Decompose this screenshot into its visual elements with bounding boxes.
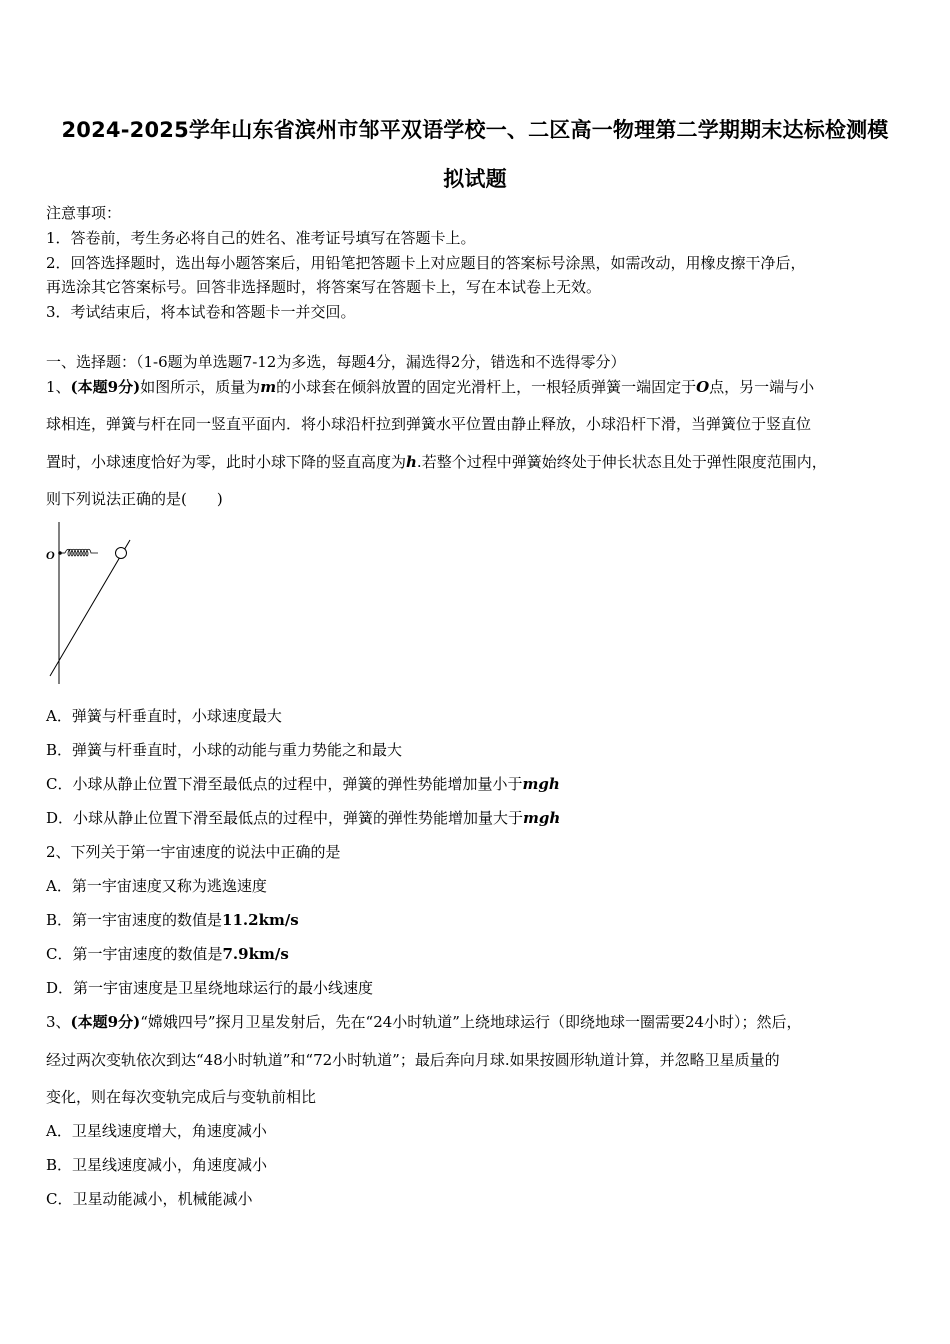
question-1-option-c: C．小球从静止位置下滑至最低点的过程中，弹簧的弹性势能增加量小于mgh	[46, 775, 560, 793]
notice-item-2-continued: 再选涂其它答案标号。回答非选择题时，将答案写在答题卡上，写在本试卷上无效。	[46, 278, 602, 296]
label-O: O	[46, 548, 55, 562]
inclined-rod	[50, 540, 130, 676]
variable-m: m	[260, 378, 277, 396]
ball	[116, 548, 127, 559]
variable-O: O	[696, 378, 710, 396]
notice-item-2: 2．回答选择题时，选出每小题答案后，用铅笔把答题卡上对应题目的答案标号涂黑，如需改动，用橡皮擦干净后，	[46, 254, 806, 272]
question-1-line-3: 置时，小球速度恰好为零，此时小球下降的竖直高度为h.若整个过程中弹簧始终处于伸长状态且处于弹性限度范围内，	[46, 453, 827, 471]
question-3-line-2: 经过两次变轨依次到达“48小时轨道”和“72小时轨道”；最后奔向月球.如果按圆形轨道计算，并忽略卫星质量的	[46, 1051, 780, 1069]
question-1-line-1: 1、(本题9分)如图所示，质量为m的小球套在倾斜放置的固定光滑杆上，一根轻质弹簧一端固定于O点，另一端与小	[46, 378, 815, 396]
document-title-continued: 拟试题	[443, 167, 507, 191]
question-2-option-d: D．第一宇宙速度是卫星绕地球运行的最小线速度	[46, 979, 374, 997]
question-1-option-a: A．弹簧与杆垂直时，小球速度最大	[46, 707, 282, 725]
question-1-option-d: D．小球从静止位置下滑至最低点的过程中，弹簧的弹性势能增加量大于mgh	[46, 809, 561, 827]
question-points: (本题9分)	[70, 1013, 141, 1031]
question-3-option-c: C．卫星动能减小，机械能减小	[46, 1190, 253, 1208]
question-2-option-c: C．第一宇宙速度的数值是7.9km/s	[46, 945, 289, 963]
spring-coil	[65, 549, 98, 556]
variable-mgh: mgh	[523, 809, 561, 827]
question-3-option-b: B．卫星线速度减小，角速度减小	[46, 1156, 268, 1174]
question-2-option-a: A．第一宇宙速度又称为逃逸速度	[46, 877, 267, 895]
section-heading: 一、选择题：（1-6题为单选题7-12为多选，每题4分，漏选得2分，错选和不选得零分）	[46, 353, 626, 371]
notice-item-1: 1．答卷前，考生务必将自己的姓名、准考证号填写在答题卡上。	[46, 229, 476, 247]
question-1-option-b: B．弹簧与杆垂直时，小球的动能与重力势能之和最大	[46, 741, 403, 759]
question-3-line-3: 变化，则在每次变轨完成后与变轨前相比	[46, 1088, 317, 1106]
notice-item-3: 3．考试结束后，将本试卷和答题卡一并交回。	[46, 303, 356, 321]
question-points: (本题9分)	[70, 378, 141, 396]
question-3-option-a: A．卫星线速度增大，角速度减小	[46, 1122, 267, 1140]
question-1-line-4: 则下列说法正确的是( )	[46, 490, 223, 508]
question-2-stem: 2、下列关于第一宇宙速度的说法中正确的是	[46, 843, 341, 861]
variable-mgh: mgh	[522, 775, 560, 793]
question-3-line-1: 3、(本题9分)“嫦娥四号”探月卫星发射后，先在“24小时轨道”上绕地球运行（即绕地球一圈需要24小时）；然后，	[46, 1013, 802, 1031]
question-number: 1、	[46, 378, 71, 396]
question-1-line-2: 球相连，弹簧与杆在同一竖直平面内．将小球沿杆拉到弹簧水平位置由静止释放，小球沿杆下滑，当弹簧位于竖直位	[46, 415, 812, 433]
variable-h: h	[406, 453, 417, 471]
question-number: 3、	[46, 1013, 71, 1031]
document-title: 2024-2025学年山东省滨州市邹平双语学校一、二区高一物理第二学期期末达标检测模	[61, 118, 889, 142]
question-2-option-b: B．第一宇宙速度的数值是11.2km/s	[46, 911, 299, 929]
spring-rod-figure	[40, 518, 140, 686]
notice-heading: 注意事项：	[46, 204, 122, 222]
